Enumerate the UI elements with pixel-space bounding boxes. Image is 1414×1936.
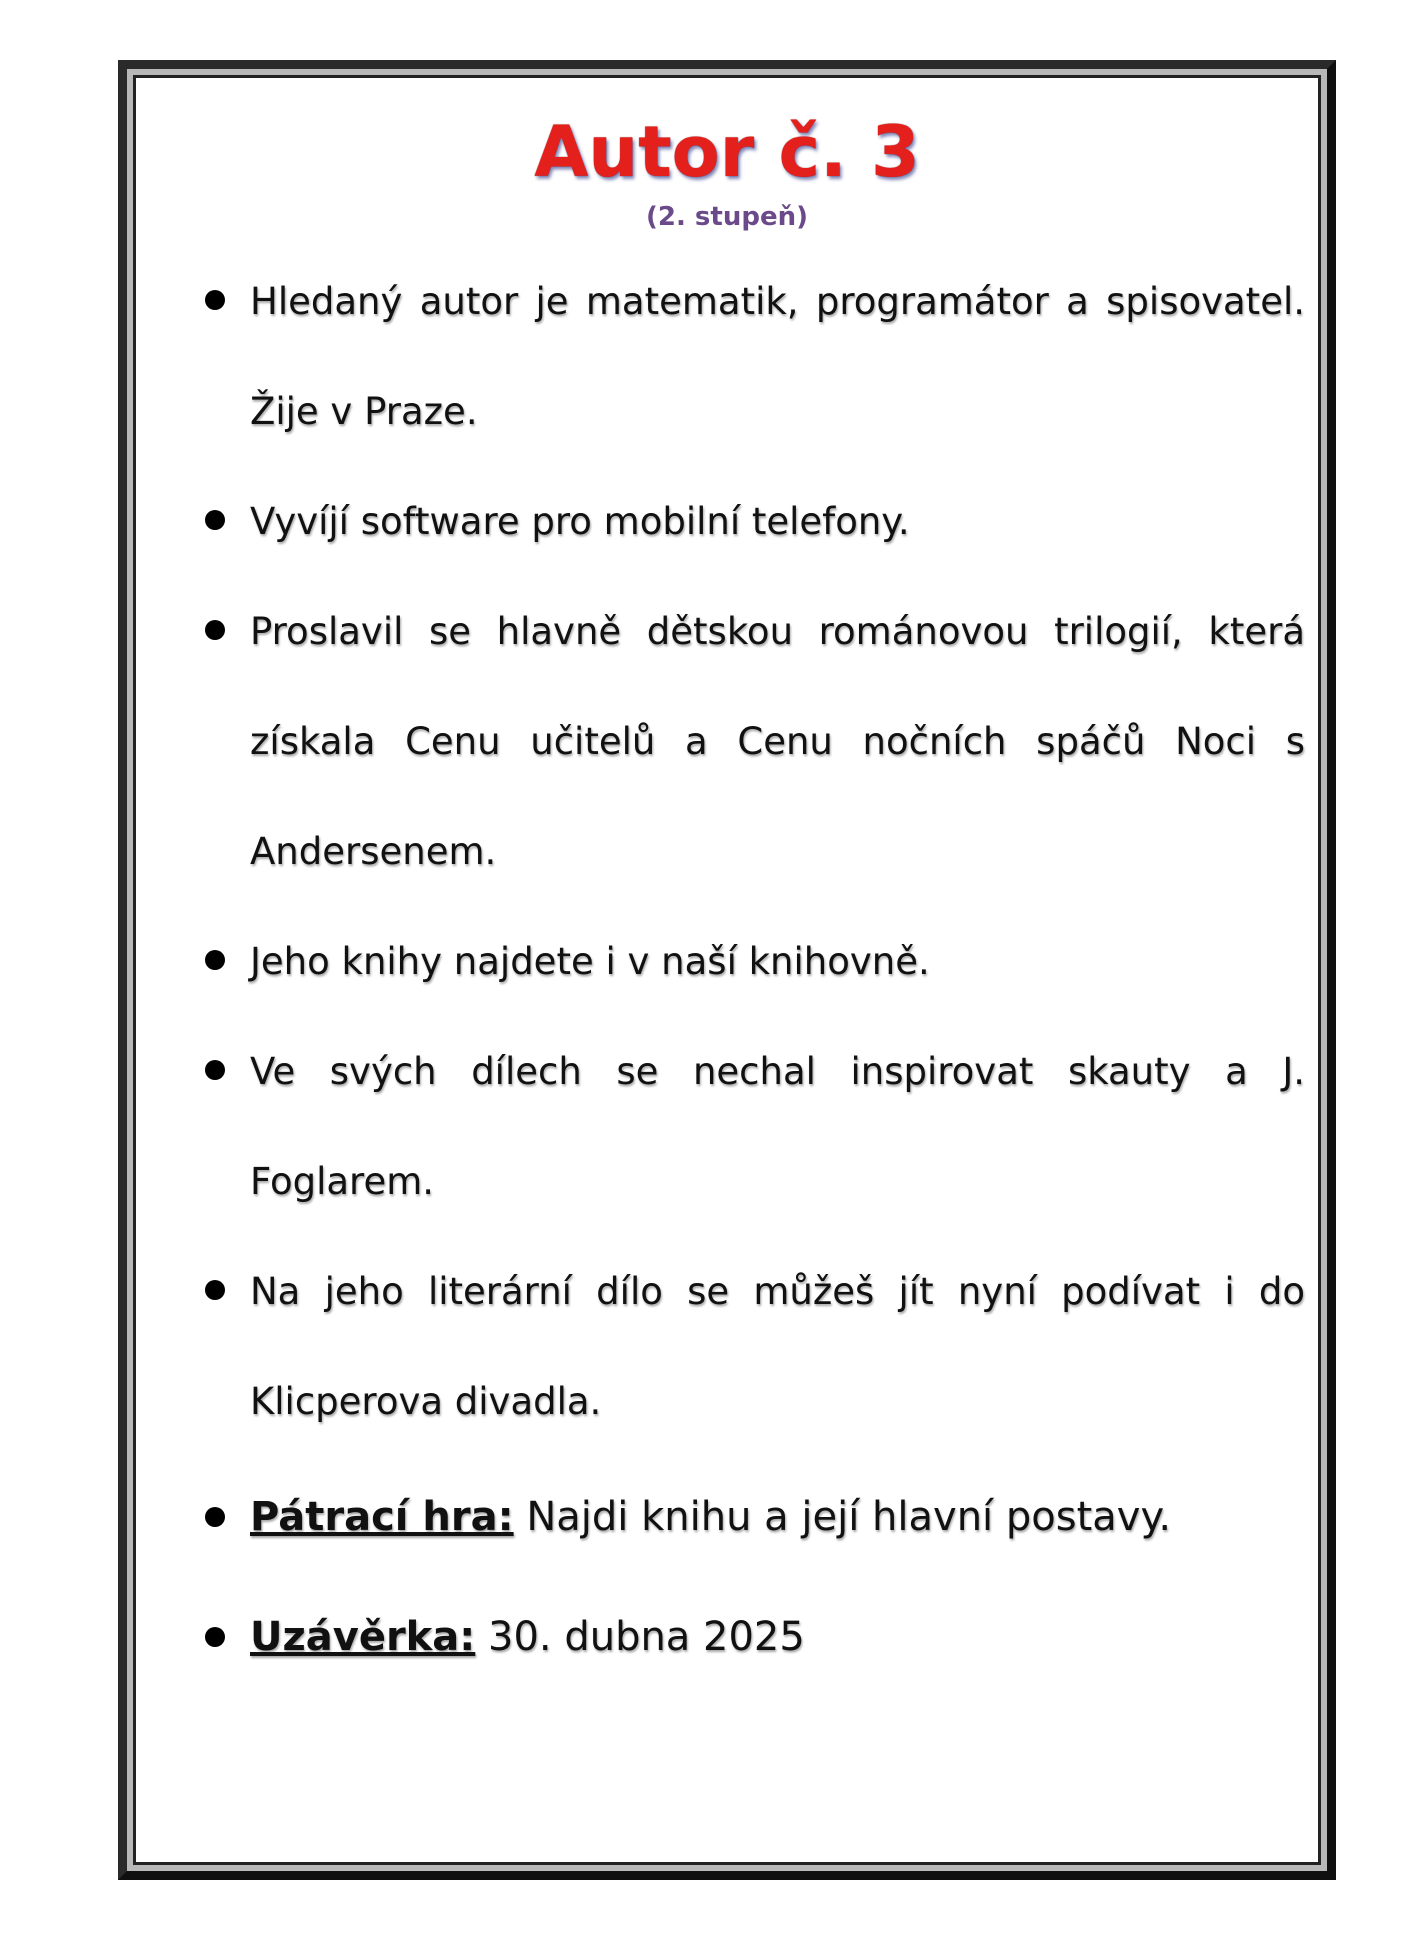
list-item <box>205 907 1305 1017</box>
list-item-text: Jeho knihy najdete i v naší knihovně. <box>250 940 930 983</box>
bullet-icon <box>205 1280 225 1300</box>
bullet-icon <box>205 1060 225 1080</box>
page-title: Autor č. 3 <box>534 111 920 193</box>
page-subtitle: (2. stupeň) <box>646 202 808 232</box>
clue-list <box>205 247 1305 1697</box>
bullet-icon <box>205 620 225 640</box>
search-game-label: Pátrací hra: <box>250 1494 514 1540</box>
bullet-icon <box>205 290 225 310</box>
deadline-label: Uzávěrka: <box>250 1614 476 1660</box>
list-item-text: Hledaný autor je matematik, programátor a spisovatel. Žije v Praze. <box>250 280 1305 433</box>
deadline-text: 30. dubna 2025 <box>475 1614 805 1660</box>
bullet-icon <box>205 510 225 530</box>
list-item <box>205 577 1305 907</box>
list-item <box>205 1237 1305 1457</box>
list-item <box>205 1017 1305 1237</box>
list-item-text: Vyvíjí software pro mobilní telefony. <box>250 500 910 543</box>
bullet-icon <box>205 1627 225 1647</box>
deadline-item <box>205 1577 1305 1697</box>
bullet-icon <box>205 1507 225 1527</box>
list-item <box>205 467 1305 577</box>
page-frame <box>118 60 1336 1880</box>
list-item-text: Na jeho literární dílo se můžeš jít nyní podívat i do Klicperova divadla. <box>250 1270 1305 1423</box>
list-item-text: Ve svých dílech se nechal inspirovat skauty a J. Foglarem. <box>250 1050 1305 1203</box>
search-game-text: Najdi knihu a její hlavní postavy. <box>513 1494 1172 1540</box>
search-game-item <box>205 1457 1305 1577</box>
list-item <box>205 247 1305 467</box>
list-item-text: Proslavil se hlavně dětskou románovou trilogií, která získala Cenu učitelů a Cenu nočních spáčů Noci s Andersenem. <box>250 610 1305 873</box>
bullet-icon <box>205 950 225 970</box>
